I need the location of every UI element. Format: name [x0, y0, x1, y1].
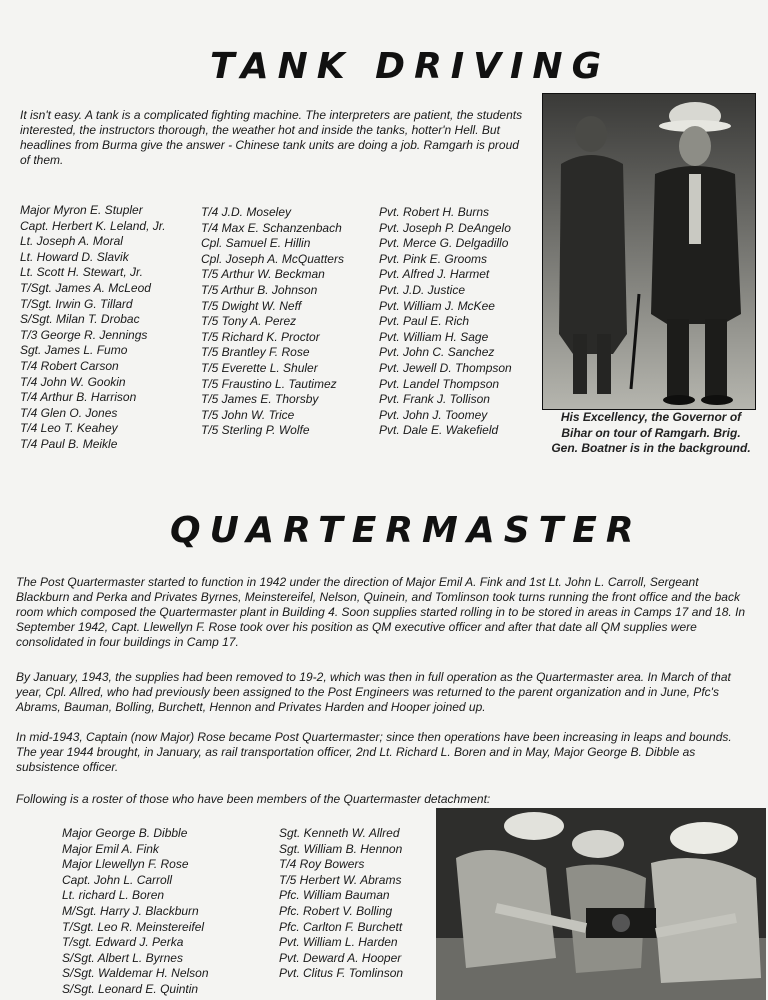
roster-name: S/Sgt. Albert L. Byrnes — [62, 950, 183, 965]
roster-name: Sgt. James L. Fumo — [20, 343, 128, 358]
roster-name: T/Sgt. Leo R. Meinstereifel — [62, 919, 205, 934]
roster-name: Pvt. Clitus F. Tomlinson — [279, 966, 404, 981]
roster-name: Pfc. William Bauman — [279, 888, 390, 903]
roster-name: Pvt. John C. Sanchez — [379, 345, 495, 360]
roster-name: Pvt. Merce G. Delgadillo — [379, 236, 509, 251]
roster-name: Pvt. John J. Toomey — [379, 407, 488, 422]
tank-intro-paragraph: It isn't easy. A tank is a complicated fighting machine. The interpreters are patient, the students interested, the instructors thorough, the weather hot and inside the tanks, hotter'n Hell. But headlines from Burma give the answer - Chinese tank units are doing a job. Ramgarh is proud of them. — [20, 108, 523, 167]
qm-roster-column-2 — [279, 826, 403, 982]
roster-name: Capt. John L. Carroll — [62, 872, 173, 887]
roster-name: Lt. Joseph A. Moral — [20, 234, 123, 249]
roster-name: Pvt. William J. McKee — [379, 298, 495, 313]
roster-name: Pvt. William L. Harden — [279, 935, 398, 950]
roster-name: Lt. Scott H. Stewart, Jr. — [20, 265, 143, 280]
qm-roster-column-1 — [62, 826, 209, 998]
roster-name: Pvt. Jewell D. Thompson — [379, 360, 512, 375]
roster-name: T/5 Fraustino L. Tautimez — [201, 376, 337, 391]
roster-name: Pvt. Landel Thompson — [379, 376, 500, 391]
roster-name: Capt. Herbert K. Leland, Jr. — [20, 218, 166, 233]
roster-name: T/Sgt. James A. McLeod — [20, 280, 151, 295]
roster-name: Pvt. Dale E. Wakefield — [379, 423, 499, 438]
roster-name: T/4 J.D. Moseley — [201, 205, 292, 219]
qm-paragraph-3: In mid-1943, Captain (now Major) Rose became Post Quartermaster; since then operations have been increasing in leaps and bounds. The year 1944 brought, in January, as rail transportation officer, 2nd Lt. Richard L. Boren and in May, Major George B. Dibble as subsistence officer. — [16, 730, 732, 774]
roster-name: Cpl. Joseph A. McQuatters — [201, 251, 344, 266]
roster-name: T/4 Robert Carson — [20, 358, 119, 373]
roster-name: T/5 John W. Trice — [201, 407, 295, 422]
roster-name: Pvt. Robert H. Burns — [379, 205, 490, 219]
roster-name: S/Sgt. Milan T. Drobac — [20, 312, 140, 327]
roster-name: T/5 Dwight W. Neff — [201, 298, 302, 313]
roster-name: T/Sgt. Irwin G. Tillard — [20, 296, 133, 311]
tank-driving-heading: TANK DRIVING — [210, 46, 611, 87]
roster-name: Major George B. Dibble — [62, 826, 188, 840]
roster-name: Pvt. Alfred J. Harmet — [379, 267, 490, 282]
roster-name: Pvt. William H. Sage — [379, 329, 489, 344]
roster-name: T/5 Arthur B. Johnson — [201, 282, 318, 297]
roster-name: T/5 Everette L. Shuler — [201, 360, 318, 375]
roster-name: T/4 John W. Gookin — [20, 374, 126, 389]
roster-name: Pvt. Pink E. Grooms — [379, 251, 488, 266]
tank-roster-column-2 — [201, 205, 344, 439]
roster-name: T/4 Roy Bowers — [279, 857, 365, 872]
soldiers-photo-image — [436, 808, 766, 1000]
roster-name: T/4 Arthur B. Harrison — [20, 390, 137, 405]
roster-name: T/5 Arthur W. Beckman — [201, 267, 325, 282]
roster-name: T/5 Richard K. Proctor — [201, 329, 320, 344]
roster-name: T/3 George R. Jennings — [20, 327, 148, 342]
roster-name: Pfc. Robert V. Bolling — [279, 903, 393, 918]
roster-name: T/5 James E. Thorsby — [201, 392, 319, 407]
governor-photo-caption: His Excellency, the Governor of Bihar on tour of Ramgarh. Brig. Gen. Boatner is in the background. — [551, 410, 751, 456]
roster-name: Major Myron E. Stupler — [20, 203, 143, 217]
roster-name: Major Llewellyn F. Rose — [62, 857, 189, 872]
governor-photo-image — [543, 94, 755, 409]
tank-roster-column-1 — [20, 203, 166, 453]
roster-name: T/4 Glen O. Jones — [20, 405, 118, 420]
roster-name: T/4 Paul B. Meikle — [20, 436, 118, 451]
roster-name: Pvt. J.D. Justice — [379, 282, 466, 297]
roster-name: T/5 Brantley F. Rose — [201, 345, 310, 360]
roster-name: Pfc. Carlton F. Burchett — [279, 919, 403, 934]
roster-name: Lt. richard L. Boren — [62, 888, 165, 903]
roster-name: Lt. Howard D. Slavik — [20, 249, 129, 264]
roster-name: Major Emil A. Fink — [62, 841, 159, 856]
governor-photo — [542, 93, 756, 410]
roster-name: T/4 Max E. Schanzenbach — [201, 220, 342, 235]
roster-name: T/4 Leo T. Keahey — [20, 421, 118, 436]
roster-name: T/5 Sterling P. Wolfe — [201, 423, 310, 438]
roster-name: Sgt. William B. Hennon — [279, 841, 403, 856]
roster-name: Sgt. Kenneth W. Allred — [279, 826, 400, 840]
soldiers-photo — [436, 808, 766, 1000]
roster-name: Pvt. Paul E. Rich — [379, 314, 470, 329]
roster-name: Pvt. Frank J. Tollison — [379, 392, 490, 407]
qm-paragraph-2: By January, 1943, the supplies had been removed to 19-2, which was then in full operation as the Quartermaster area. In March of that year, Cpl. Allred, who had previously been assigned to the Post Engineers was returned to the parent organization and in June, Pfc's Abrams, Bauman, Bolling, Burchett, Hennon and Privates Harden and Hooper joined up. — [16, 670, 731, 714]
roster-name: S/Sgt. Waldemar H. Nelson — [62, 966, 209, 981]
roster-name: T/5 Herbert W. Abrams — [279, 872, 402, 887]
qm-paragraph-1: The Post Quartermaster started to function in 1942 under the direction of Major Emil A. Fink and 1st Lt. John L. Carroll, Sergeant Blackburn and Perka and Privates Byrnes, Meinstereifel, Nelson, Quinein, and Tomlinson took turns running the front office and the back room which composed the Quartermaster plant in Building 4. Soon supplies started rolling in to be stored in areas in Camps 17 and 18. In September 1942, Capt. Llewellyn F. Rose took over his position as QM executive officer and after that date all QM supplies were consolidated in four buildings in Camp 17. — [16, 575, 746, 649]
quartermaster-heading: QUARTERMASTER — [170, 510, 643, 551]
roster-name: M/Sgt. Harry J. Blackburn — [62, 903, 199, 918]
roster-name: Cpl. Samuel E. Hillin — [201, 236, 311, 251]
tank-roster-column-3 — [379, 205, 512, 439]
roster-name: T/5 Tony A. Perez — [201, 314, 297, 329]
roster-name: T/sgt. Edward J. Perka — [62, 935, 184, 950]
roster-name: Pvt. Joseph P. DeAngelo — [379, 220, 511, 235]
roster-name: Pvt. Deward A. Hooper — [279, 950, 402, 965]
qm-paragraph-4: Following is a roster of those who have been members of the Quartermaster detachment: — [16, 792, 491, 806]
roster-name: S/Sgt. Leonard E. Quintin — [62, 981, 199, 996]
